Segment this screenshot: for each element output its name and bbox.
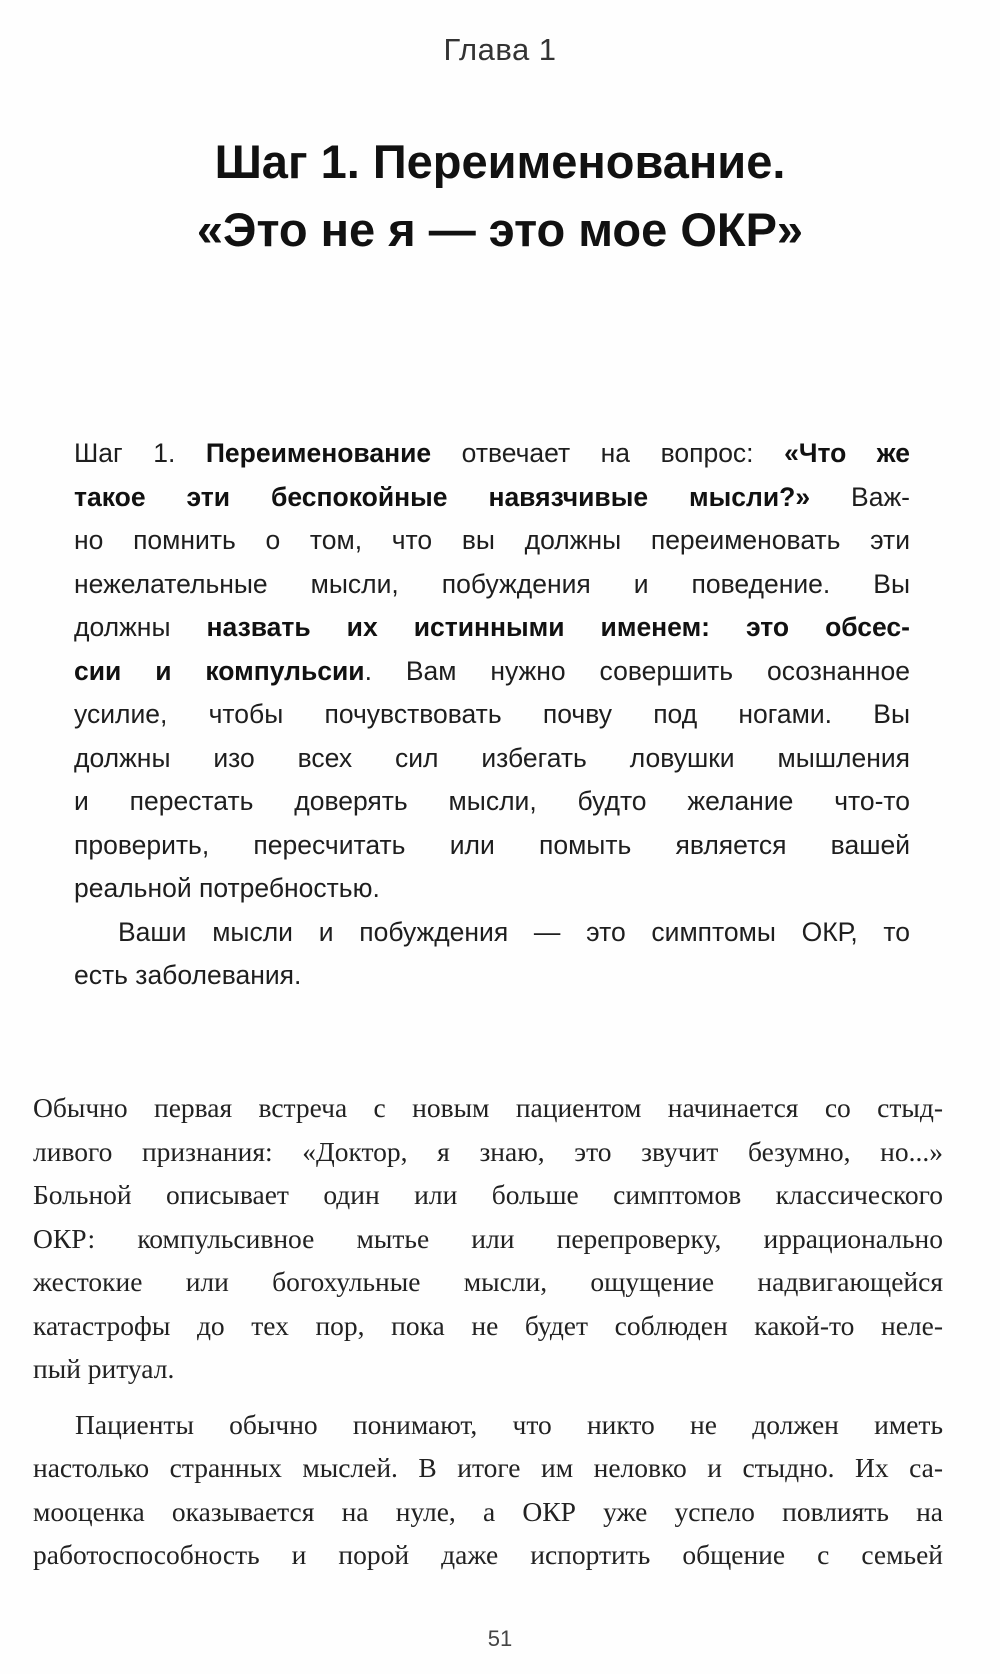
summary-bold-text: Переименование (205, 438, 432, 468)
step-summary (74, 432, 910, 998)
summary-text: . Вам нужно совершить осознанное (364, 655, 910, 686)
body-line: настолько странных мыслей. В итоге им неловко и стыдно. Их са- (33, 1452, 943, 1483)
chapter-title-line: «Это не я — это мое ОКР» (196, 203, 804, 256)
body-line: мооценка оказывается на нуле, а ОКР уже успело повлиять на (33, 1495, 943, 1527)
summary-line: реальной потребностью. (74, 873, 380, 903)
chapter-label: Глава 1 (443, 32, 557, 67)
summary-text: Шаг 1. (74, 438, 206, 468)
summary-line (74, 650, 910, 694)
body-line: Больной описывает один или больше симптомов классического (33, 1179, 943, 1210)
summary-text: отвечает на вопрос: (431, 438, 785, 468)
body-text (33, 1086, 943, 1577)
paragraph-gap (33, 1391, 943, 1403)
chapter-title-line: Шаг 1. Переименование. (214, 135, 786, 188)
summary-bold-text: сии и компульсии (74, 655, 365, 686)
summary-bold-text: такое эти беспокойные навязчивые мысли?» (74, 481, 811, 512)
summary-bold-text: назвать их истинными именем: это обсес- (206, 612, 910, 642)
paragraph (33, 1086, 943, 1391)
summary-line (74, 432, 910, 476)
body-line: ливого признания: «Доктор, я знаю, это звучит безумно, но...» (33, 1135, 943, 1167)
summary-line: должны изо всех сил избегать ловушки мышления (74, 742, 910, 773)
body-line: ОКР: компульсивное мытье или перепроверку, иррационально (33, 1222, 943, 1254)
body-line: жестокие или богохульные мысли, ощущение надвигающейся (33, 1266, 943, 1297)
summary-line: и перестать доверять мысли, будто желание что-то (74, 786, 910, 816)
summary-line (74, 476, 910, 520)
body-line: катастрофы до тех пор, пока не будет соблюден какой-то неле- (33, 1309, 943, 1341)
summary-line: усилие, чтобы почувствовать почву под ногами. Вы (74, 699, 910, 729)
chapter-title (0, 128, 1000, 264)
paragraph (33, 1403, 943, 1577)
summary-line (74, 606, 910, 650)
body-line: Обычно первая встреча с новым пациентом начинается со стыд- (33, 1092, 943, 1123)
summary-line: нежелательные мысли, побуждения и поведение. Вы (74, 568, 910, 599)
summary-line: но помнить о том, что вы должны переименовать эти (74, 525, 910, 555)
summary-text: Важ- (810, 481, 911, 512)
body-line: работоспособность и порой даже испортить общение с семьей (33, 1539, 943, 1570)
body-line: пый ритуал. (33, 1353, 175, 1384)
summary-line: есть заболевания. (74, 960, 302, 990)
page-number: 51 (487, 1626, 513, 1651)
summary-line: Ваши мысли и побуждения — это симптомы ОКР, то (118, 916, 910, 947)
summary-line: проверить, пересчитать или помыть является вашей (74, 829, 910, 860)
body-line: Пациенты обычно понимают, что никто не должен иметь (75, 1408, 943, 1440)
summary-text: должны (74, 612, 207, 642)
summary-bold-text: «Что же (784, 438, 910, 468)
